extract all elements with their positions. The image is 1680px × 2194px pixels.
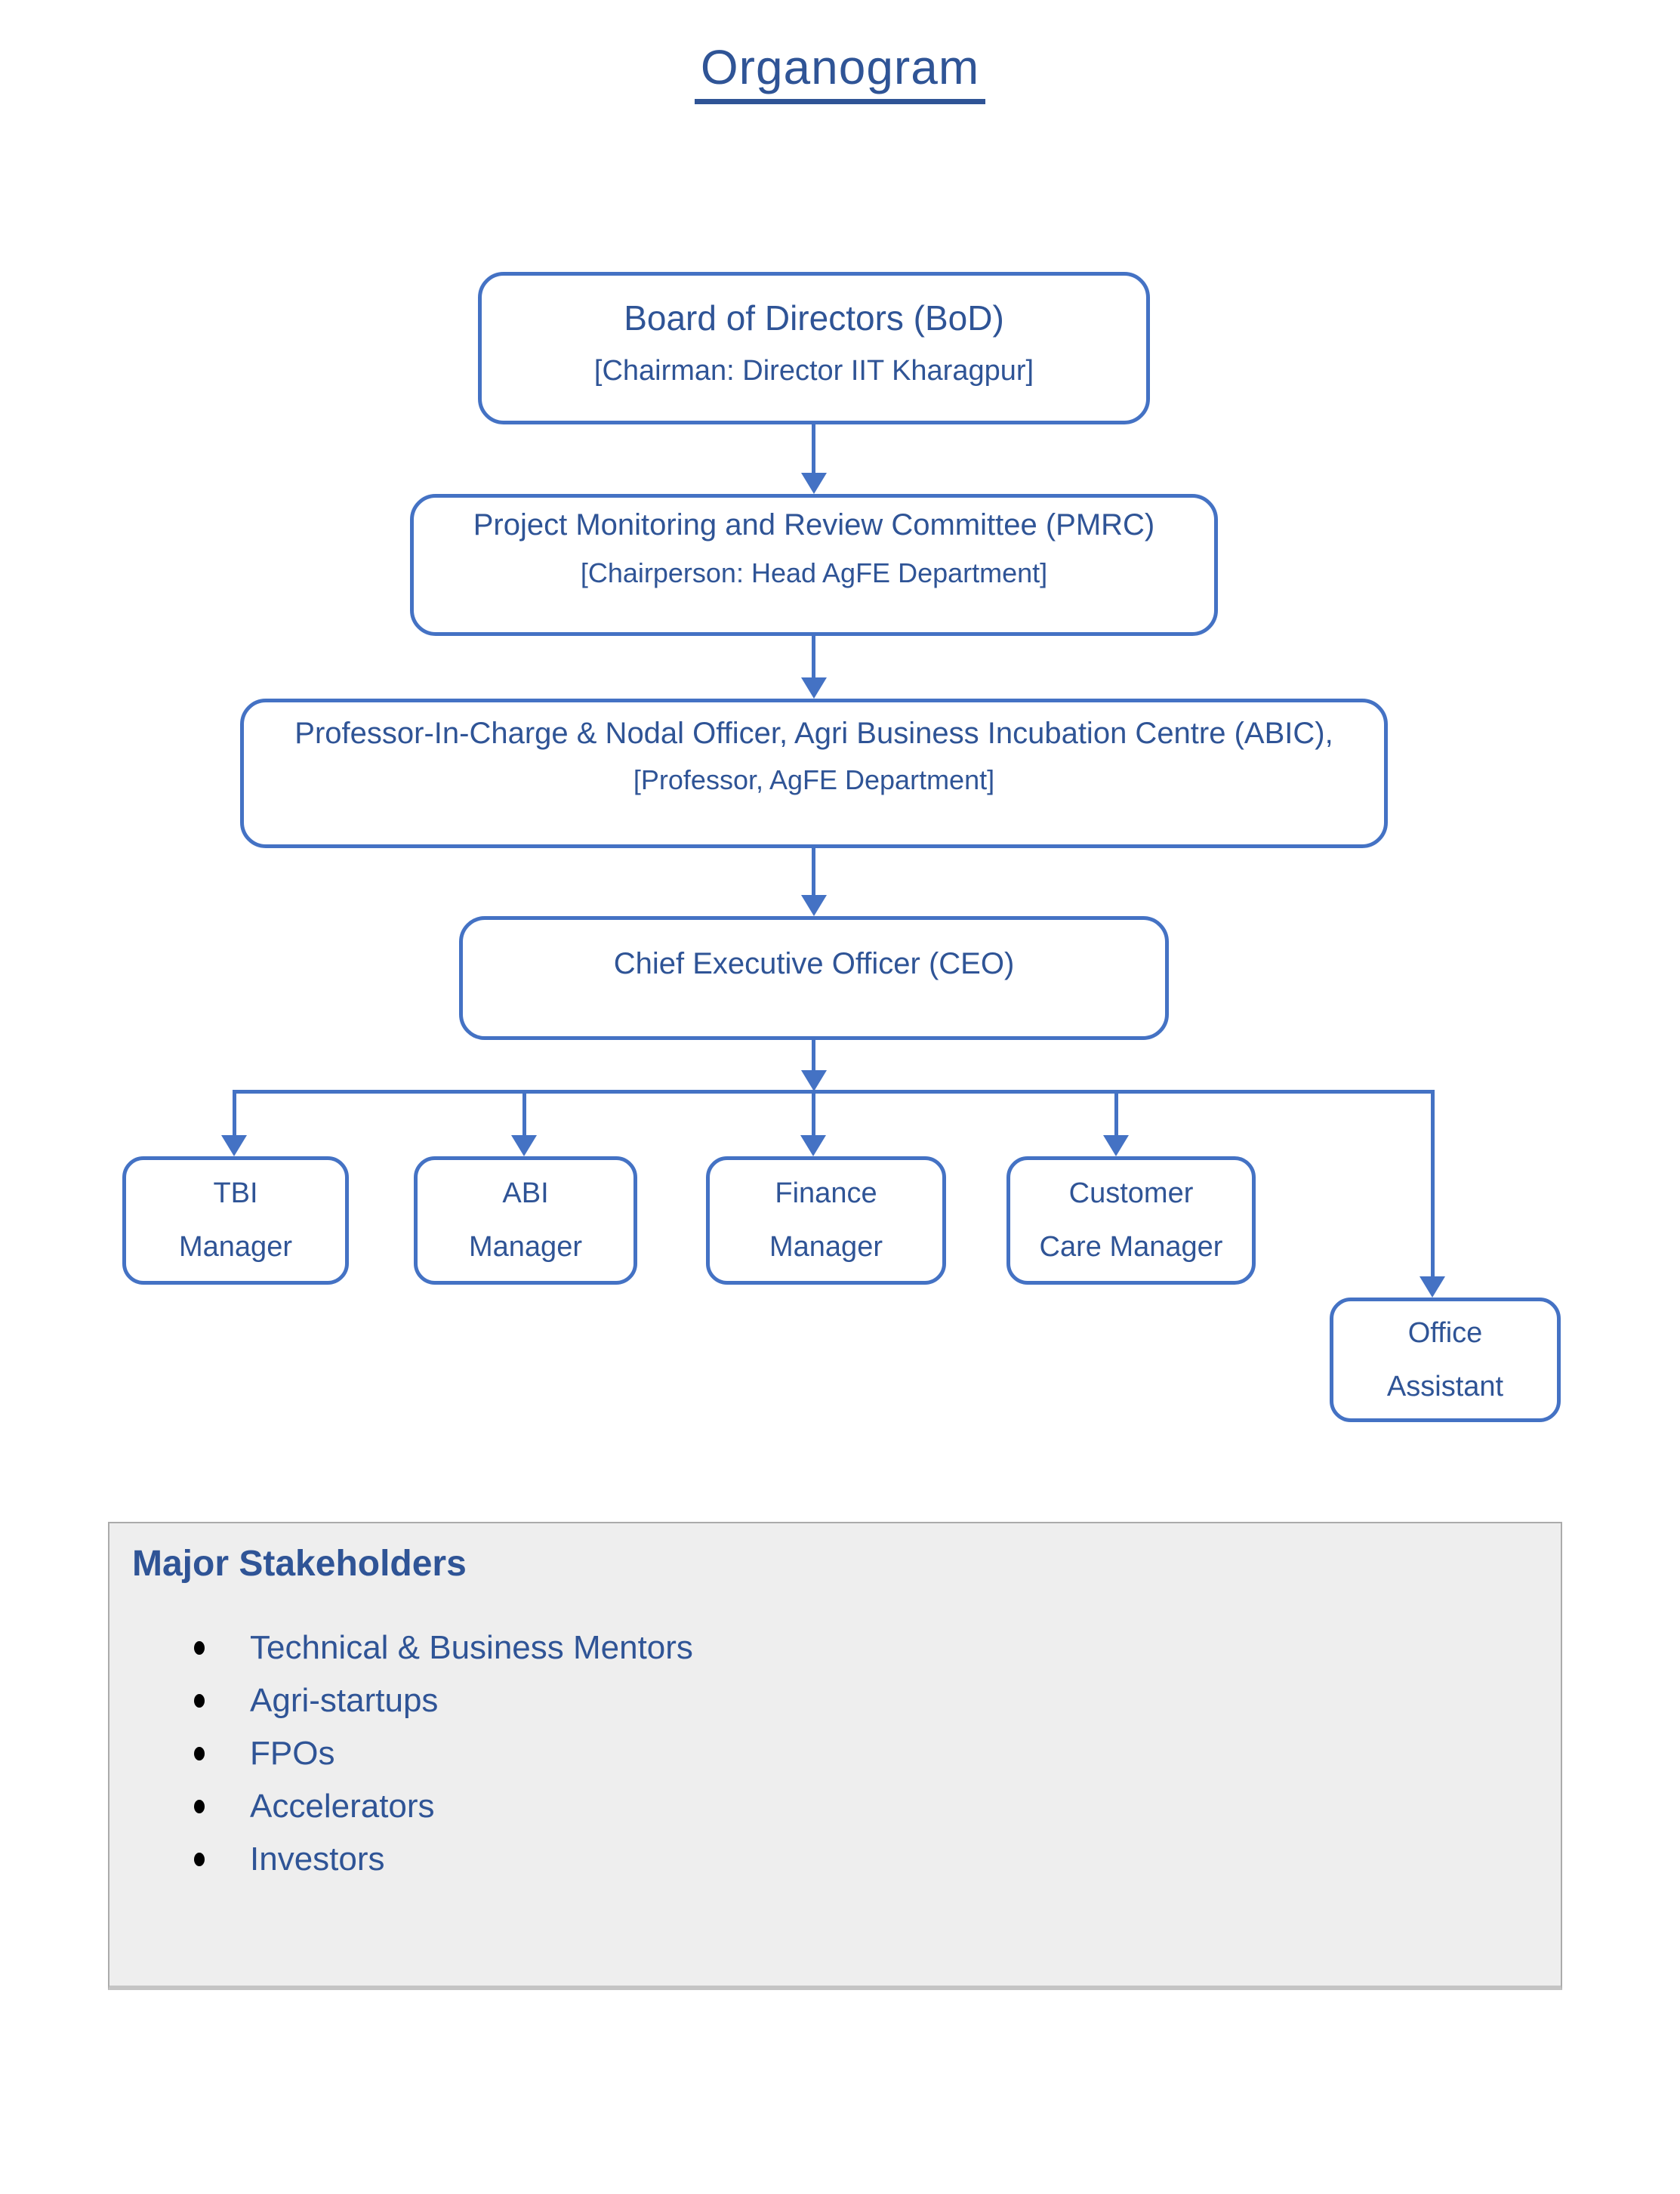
node-line1: Finance xyxy=(775,1177,877,1209)
node-line1: ABI xyxy=(502,1177,549,1209)
page-title: Organogram xyxy=(695,39,985,104)
org-node-pmrc xyxy=(410,494,1218,636)
bullet-icon xyxy=(194,1694,205,1708)
connector-bod-pmrc xyxy=(812,424,815,474)
arrowhead-branch-customer xyxy=(1103,1135,1129,1156)
connector-branch-office xyxy=(1431,1092,1435,1276)
node-line1: Office xyxy=(1407,1316,1483,1349)
list-item-text: Technical & Business Mentors xyxy=(250,1629,693,1666)
major-stakeholders-panel xyxy=(108,1522,1562,1990)
org-node-board-of-directors xyxy=(478,272,1150,424)
stakeholders-heading: Major Stakeholders xyxy=(132,1544,467,1584)
list-item-text: FPOs xyxy=(250,1735,335,1772)
list-item xyxy=(194,1780,693,1833)
branch-line xyxy=(233,1090,1435,1094)
node-subtitle: [Professor, AgFE Department] xyxy=(633,764,995,795)
node-title: Professor-In-Charge & Nodal Officer, Agri Business Incubation Centre (ABIC), xyxy=(294,716,1333,750)
node-line2: Care Manager xyxy=(1039,1231,1223,1263)
arrowhead-branch-office xyxy=(1420,1276,1445,1298)
bullet-icon xyxy=(194,1641,205,1655)
node-subtitle: [Chairman: Director IIT Kharagpur] xyxy=(593,354,1034,387)
arrowhead-branch-abi xyxy=(511,1135,537,1156)
arrowhead-branch-tbi xyxy=(221,1135,247,1156)
arrowhead-bod-pmrc xyxy=(801,473,827,494)
org-node-office-assistant xyxy=(1330,1298,1561,1422)
bullet-icon xyxy=(194,1853,205,1866)
node-subtitle: [Chairperson: Head AgFE Department] xyxy=(580,557,1048,588)
node-line2: Manager xyxy=(469,1231,582,1263)
node-title: Project Monitoring and Review Committee (PMRC) xyxy=(473,508,1155,542)
list-item-text: Agri-startups xyxy=(250,1682,439,1719)
list-item xyxy=(194,1622,693,1674)
stakeholders-list xyxy=(194,1622,693,1886)
arrowhead-pmrc-abic xyxy=(801,677,827,699)
list-item xyxy=(194,1727,693,1780)
node-line1: TBI xyxy=(213,1177,258,1209)
connector-ceo-branch xyxy=(812,1040,815,1072)
list-item xyxy=(194,1674,693,1727)
bullet-icon xyxy=(194,1747,205,1760)
arrowhead-branch-finance xyxy=(800,1135,826,1156)
list-item xyxy=(194,1833,693,1886)
org-node-ceo xyxy=(459,916,1169,1040)
connector-branch-abi xyxy=(522,1092,526,1135)
org-node-customer-care-manager xyxy=(1006,1156,1256,1285)
node-title: Chief Executive Officer (CEO) xyxy=(613,946,1015,980)
org-node-abi-manager xyxy=(414,1156,637,1285)
node-line2: Manager xyxy=(179,1231,292,1263)
org-node-finance-manager xyxy=(706,1156,946,1285)
node-line2: Manager xyxy=(769,1231,883,1263)
bullet-icon xyxy=(194,1800,205,1813)
node-line1: Customer xyxy=(1068,1177,1194,1209)
page-title-row xyxy=(0,39,1680,104)
connector-branch-customer xyxy=(1114,1092,1118,1135)
connector-abic-ceo xyxy=(812,848,815,896)
node-line2: Assistant xyxy=(1386,1370,1504,1402)
org-node-tbi-manager xyxy=(122,1156,349,1285)
list-item-text: Accelerators xyxy=(250,1788,435,1825)
arrowhead-abic-ceo xyxy=(801,895,827,916)
list-item-text: Investors xyxy=(250,1841,385,1878)
org-node-professor-in-charge-abic xyxy=(240,699,1388,848)
connector-pmrc-abic xyxy=(812,636,815,679)
connector-branch-finance xyxy=(812,1092,815,1135)
arrowhead-ceo-branch xyxy=(801,1070,827,1091)
node-title: Board of Directors (BoD) xyxy=(624,298,1004,338)
connector-branch-tbi xyxy=(233,1092,236,1135)
